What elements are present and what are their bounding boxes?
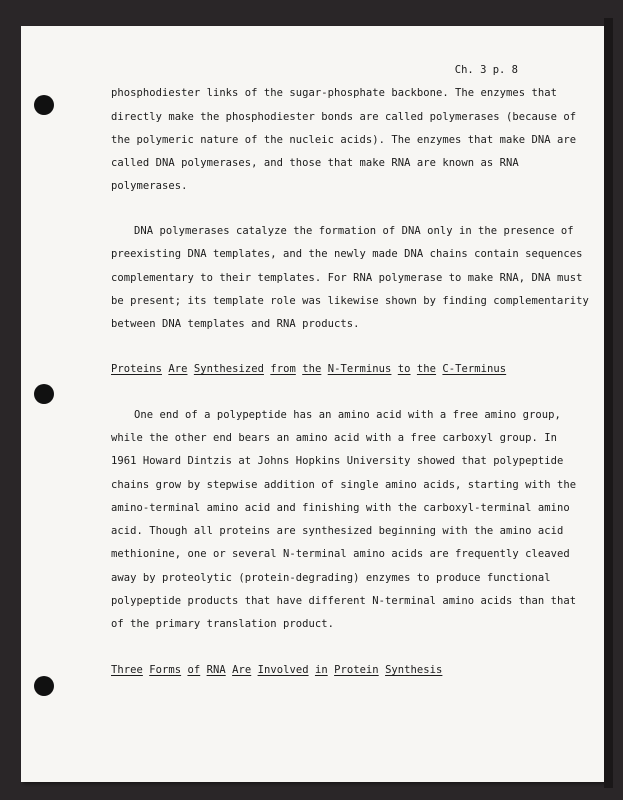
heading-word: Three <box>111 664 143 676</box>
text-line: DNA polymerases catalyze the formation of DNA only in the presence of <box>134 225 574 237</box>
heading-word: Forms <box>149 664 182 676</box>
binder-hole <box>34 384 54 404</box>
text-line: be present; its template role was likewise shown by finding complementarity <box>111 295 589 307</box>
heading-word: RNA <box>206 664 226 676</box>
text-line: while the other end bears an amino acid with a free carboxyl group. In <box>111 432 558 444</box>
document-page <box>21 26 604 782</box>
section-heading <box>111 363 506 375</box>
heading-word: the <box>416 363 437 375</box>
text-line: chains grow by stepwise addition of single amino acids, starting with the <box>111 479 577 491</box>
heading-word: Synthesis <box>385 664 443 676</box>
heading-word: Are <box>232 664 252 676</box>
text-line: directly make the phosphodiester bonds are called polymerases (because of <box>111 111 577 123</box>
heading-word: Are <box>168 363 188 375</box>
binder-hole <box>34 676 54 696</box>
heading-word: the <box>302 363 322 375</box>
text-line: polymerases. <box>111 180 188 192</box>
text-line: preexisting DNA templates, and the newly made DNA chains contain sequences <box>111 248 583 260</box>
heading-word: N-Terminus <box>327 363 392 375</box>
heading-word: Protein <box>334 664 379 676</box>
text-line: One end of a polypeptide has an amino acid with a free amino group, <box>134 409 561 421</box>
section-heading <box>111 664 442 676</box>
heading-word: C-Terminus <box>442 363 507 375</box>
heading-word: in <box>314 664 328 676</box>
page-edge-shadow <box>604 18 613 788</box>
heading-word: to <box>397 363 411 375</box>
text-line: phosphodiester links of the sugar-phosphate backbone. The enzymes that <box>111 87 558 99</box>
text-line: between DNA templates and RNA products. <box>111 318 360 330</box>
binder-hole <box>34 95 54 115</box>
page-header: Ch. 3 p. 8 <box>454 64 518 76</box>
text-line: 1961 Howard Dintzis at Johns Hopkins University showed that polypeptide <box>111 455 564 467</box>
heading-word: from <box>270 363 296 375</box>
text-line: the polymeric nature of the nucleic acids). The enzymes that make DNA are <box>111 134 577 146</box>
text-line: complementary to their templates. For RNA polymerase to make RNA, DNA must <box>111 272 583 284</box>
text-line: methionine, one or several N-terminal amino acids are frequently cleaved <box>111 548 570 560</box>
text-line: away by proteolytic (protein-degrading) enzymes to produce functional <box>111 572 551 584</box>
text-line: of the primary translation product. <box>111 618 335 630</box>
heading-word: Proteins <box>111 363 162 375</box>
heading-word: Synthesized <box>193 363 264 375</box>
heading-word: Involved <box>257 664 309 676</box>
text-line: called DNA polymerases, and those that make RNA are known as RNA <box>111 157 519 169</box>
text-line: polypeptide products that have different N-terminal amino acids than that <box>111 595 577 607</box>
text-line: amino-terminal amino acid and finishing with the carboxyl-terminal amino <box>111 502 570 514</box>
heading-word: of <box>187 664 201 676</box>
text-line: acid. Though all proteins are synthesized beginning with the amino acid <box>111 525 564 537</box>
